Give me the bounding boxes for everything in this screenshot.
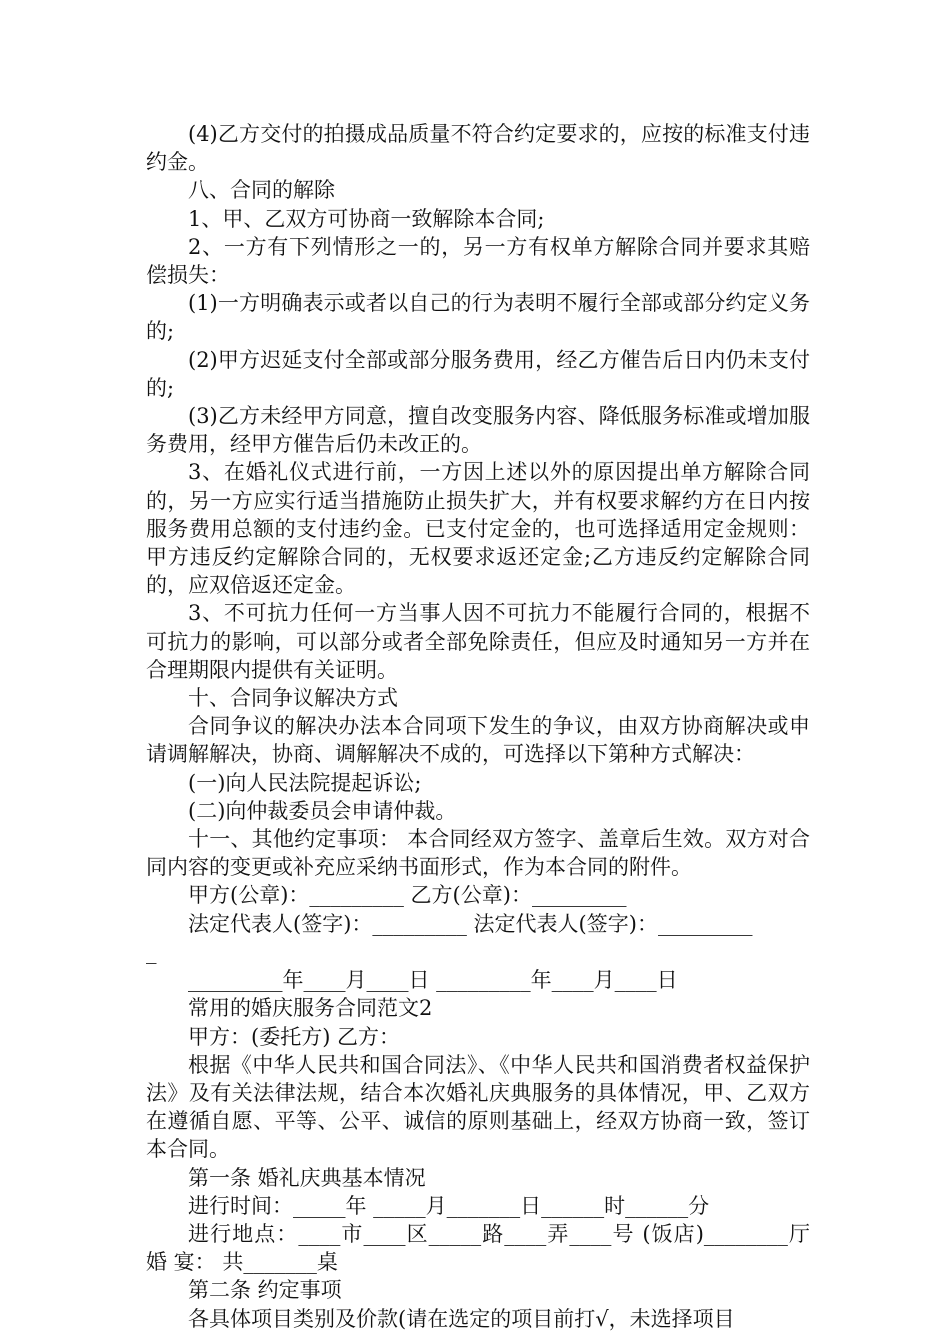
paragraph: (3)乙方未经甲方同意，擅自改变服务内容、降低服务标准或增加服务费用，经甲方催告后仍未改正的。 (146, 404, 810, 457)
paragraph: 各具体项目类别及价款(请在选定的项目前打√，未选择项目 (188, 1306, 735, 1331)
form-line-time: 进行时间：_____年 _____月_______日______时______分 (188, 1193, 710, 1218)
parties-line: 甲方：(委托方) 乙方： (188, 1024, 401, 1049)
paragraph: (2)甲方迟延支付全部或部分服务费用，经乙方催告后日内仍未支付的; (146, 347, 810, 400)
document-body (146, 120, 817, 1333)
paragraph: 2、一方有下列情形之一的，另一方有权单方解除合同并要求其赔偿损失： (146, 234, 810, 288)
paragraph: 3、不可抗力任何一方当事人因不可抗力不能履行合同的，根据不可抗力的影响，可以部分或者全部免除责任，但应及时通知另一方并在合理期限内提供有关证明。 (146, 601, 810, 682)
document-title: 常用的婚庆服务合同范文2 (188, 996, 433, 1021)
paragraph: (4)乙方交付的拍摄成品质量不符合约定要求的，应按的标准支付违约金。 (146, 122, 810, 175)
form-line-location: 进行地点：____市____区_____路____弄____号 (饭店)________厅 婚 宴： 共_______桌 (146, 1221, 817, 1275)
section-heading: 第二条 约定事项 (188, 1278, 342, 1303)
paragraph: (二)向仲裁委员会申请仲裁。 (188, 798, 457, 823)
section-heading: 十、合同争议解决方式 (188, 686, 398, 711)
signature-line-representative: 法定代表人(签字)：_________ 法定代表人(签字)：_________ (188, 911, 753, 936)
paragraph: 3、在婚礼仪式进行前，一方因上述以外的原因提出单方解除合同的，另一方应实行适当措施防止损失扩大，并有权要求解约方在日内按服务费用总额的支付违约金。已支付定金的，也可选择适用定金规则：甲方违反约定解除合同的，无权要求返还定金;乙方违反约定解除合同的，应双倍返还定金。 (146, 460, 810, 598)
paragraph: 1、甲、乙双方可协商一致解除本合同; (188, 206, 545, 231)
paragraph: (1)一方明确表示或者以自己的行为表明不履行全部或部分约定义务的; (146, 291, 810, 344)
paragraph: 根据《中华人民共和国合同法》、《中华人民共和国消费者权益保护法》及有关法律法规，结合本次婚礼庆典服务的具体情况，甲、乙双方在遵循自愿、平等、公平、诚信的原则基础上，经双方协商一致，签订本合同。 (146, 1052, 810, 1162)
signature-line-overflow: _ (146, 939, 157, 964)
signature-line-date: _________年____月____日 _________年____月____日 (188, 968, 678, 993)
signature-line-seal: 甲方(公章)：_________ 乙方(公章)：_________ (188, 883, 627, 908)
paragraph: 合同争议的解决办法本合同项下发生的争议，由双方协商解决或申请调解解决，协商、调解解决不成的，可选择以下第种方式解决： (146, 714, 810, 767)
section-heading: 第一条 婚礼庆典基本情况 (188, 1165, 426, 1190)
paragraph: 十一、其他约定事项： 本合同经双方签字、盖章后生效。双方对合同内容的变更或补充应采纳书面形式，作为本合同的附件。 (146, 827, 810, 880)
section-heading: 八、合同的解除 (188, 178, 335, 203)
paragraph: (一)向人民法院提起诉讼; (188, 770, 422, 795)
